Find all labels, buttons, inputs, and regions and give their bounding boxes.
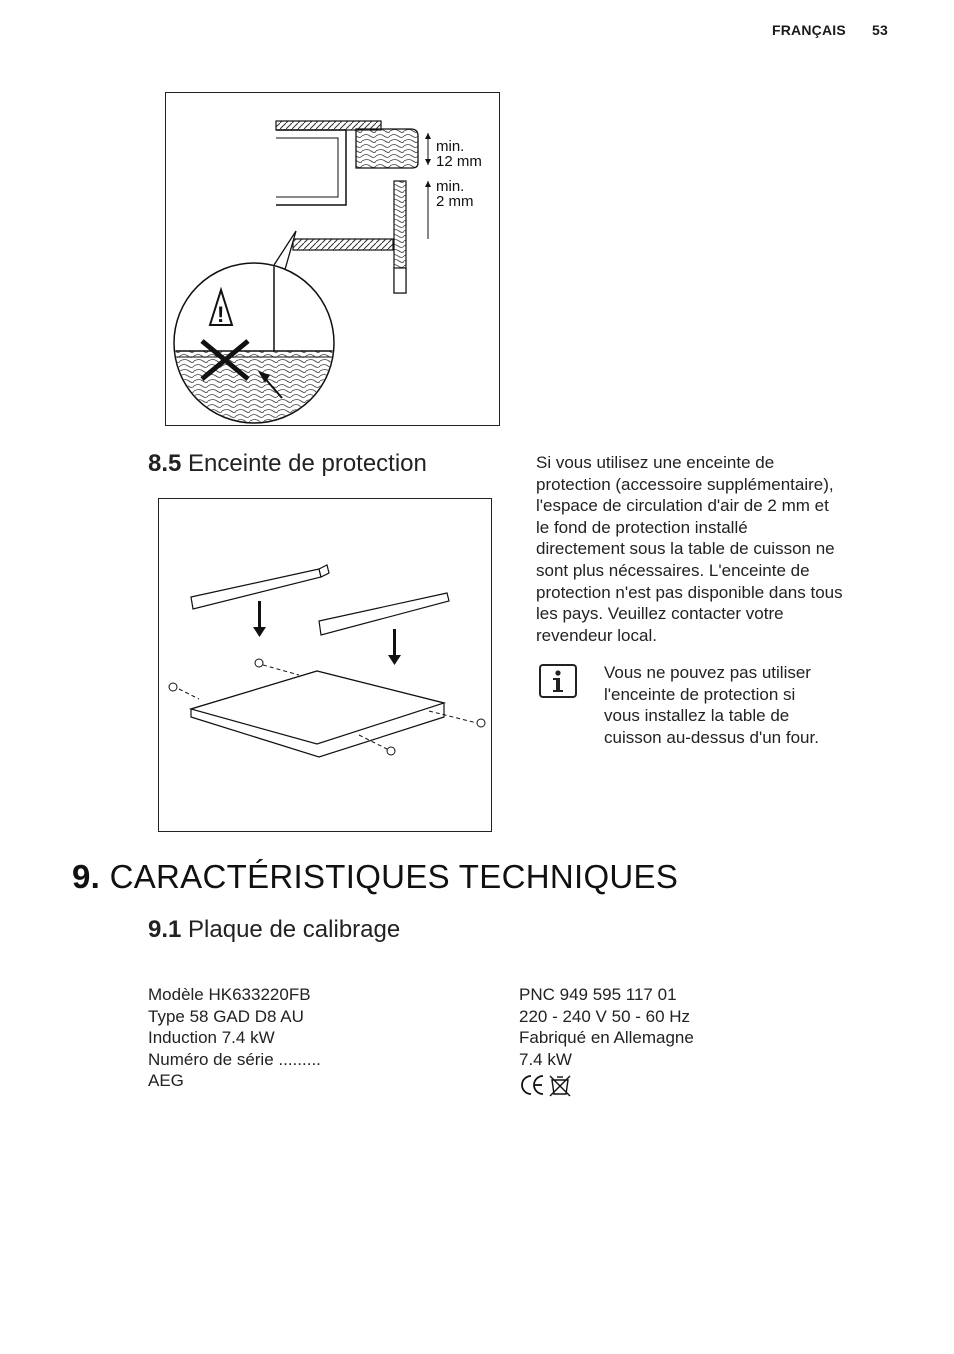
section-8-5-paragraph [536, 452, 906, 646]
section-9-1-heading [148, 916, 400, 944]
chapter-number: 9. [72, 858, 101, 895]
protection-box-figure [158, 498, 492, 832]
paragraph-line: l'espace de circulation d'air de 2 mm et [536, 496, 829, 516]
dim-label-12mm: 12 mm [436, 153, 482, 170]
installation-clearance-figure [165, 92, 500, 426]
spec-line: Fabriqué en Allemagne [519, 1028, 694, 1048]
chapter-9-heading [72, 858, 678, 896]
info-icon [538, 663, 578, 699]
paragraph-line: Si vous utilisez une enceinte de [536, 453, 775, 472]
spec-line: Numéro de série ......... [148, 1049, 321, 1069]
dim-label-2mm: 2 mm [436, 193, 474, 210]
protection-box-drawing [159, 499, 491, 831]
note-line: cuisson au-dessus d'un four. [604, 727, 819, 747]
note-line: l'enceinte de protection si [604, 684, 796, 704]
note-line: Vous ne pouvez pas utiliser [604, 663, 811, 682]
section-number: 9.1 [148, 916, 182, 943]
section-title: Enceinte de protection [188, 450, 427, 477]
info-note [604, 662, 904, 748]
dim-label-min-1: min. [436, 138, 465, 155]
chapter-title: CARACTÉRISTIQUES TECHNIQUES [109, 858, 679, 895]
spec-line: 220 - 240 V 50 - 60 Hz [519, 1006, 691, 1026]
spec-line: AEG [148, 1071, 184, 1091]
spec-line: PNC 949 595 117 01 [519, 985, 677, 1004]
dim-label-min-2: min. [436, 178, 465, 195]
spec-line: Induction 7.4 kW [148, 1028, 275, 1048]
language-label: FRANÇAIS [771, 22, 846, 38]
paragraph-line: les pays. Veuillez contacter votre [536, 604, 784, 624]
section-8-5-heading [148, 450, 427, 478]
note-line: vous installez la table de [604, 706, 790, 726]
spec-line: Type 58 GAD D8 AU [148, 1006, 304, 1026]
section-title: Plaque de calibrage [188, 916, 401, 943]
paragraph-line: directement sous la table de cuisson ne [536, 539, 835, 559]
paragraph-line: revendeur local. [536, 625, 657, 645]
paragraph-line: protection (accessoire supplémentaire), [536, 474, 834, 494]
paragraph-line: sont plus nécessaires. L'enceinte de [536, 560, 810, 580]
paragraph-line: le fond de protection installé [536, 517, 748, 537]
spec-line: Modèle HK633220FB [148, 985, 311, 1004]
rating-plate-left [148, 984, 321, 1092]
section-number: 8.5 [148, 450, 182, 477]
clearance-drawing [166, 93, 499, 425]
paragraph-line: protection n'est pas disponible dans tous [536, 582, 843, 602]
page-header [772, 22, 888, 38]
spec-line: 7.4 kW [519, 1049, 572, 1069]
page-number: 53 [872, 22, 888, 38]
svg-text:!: ! [217, 302, 225, 327]
rating-plate-right [519, 984, 694, 1070]
ce-weee-marks-icon [519, 1072, 573, 1098]
